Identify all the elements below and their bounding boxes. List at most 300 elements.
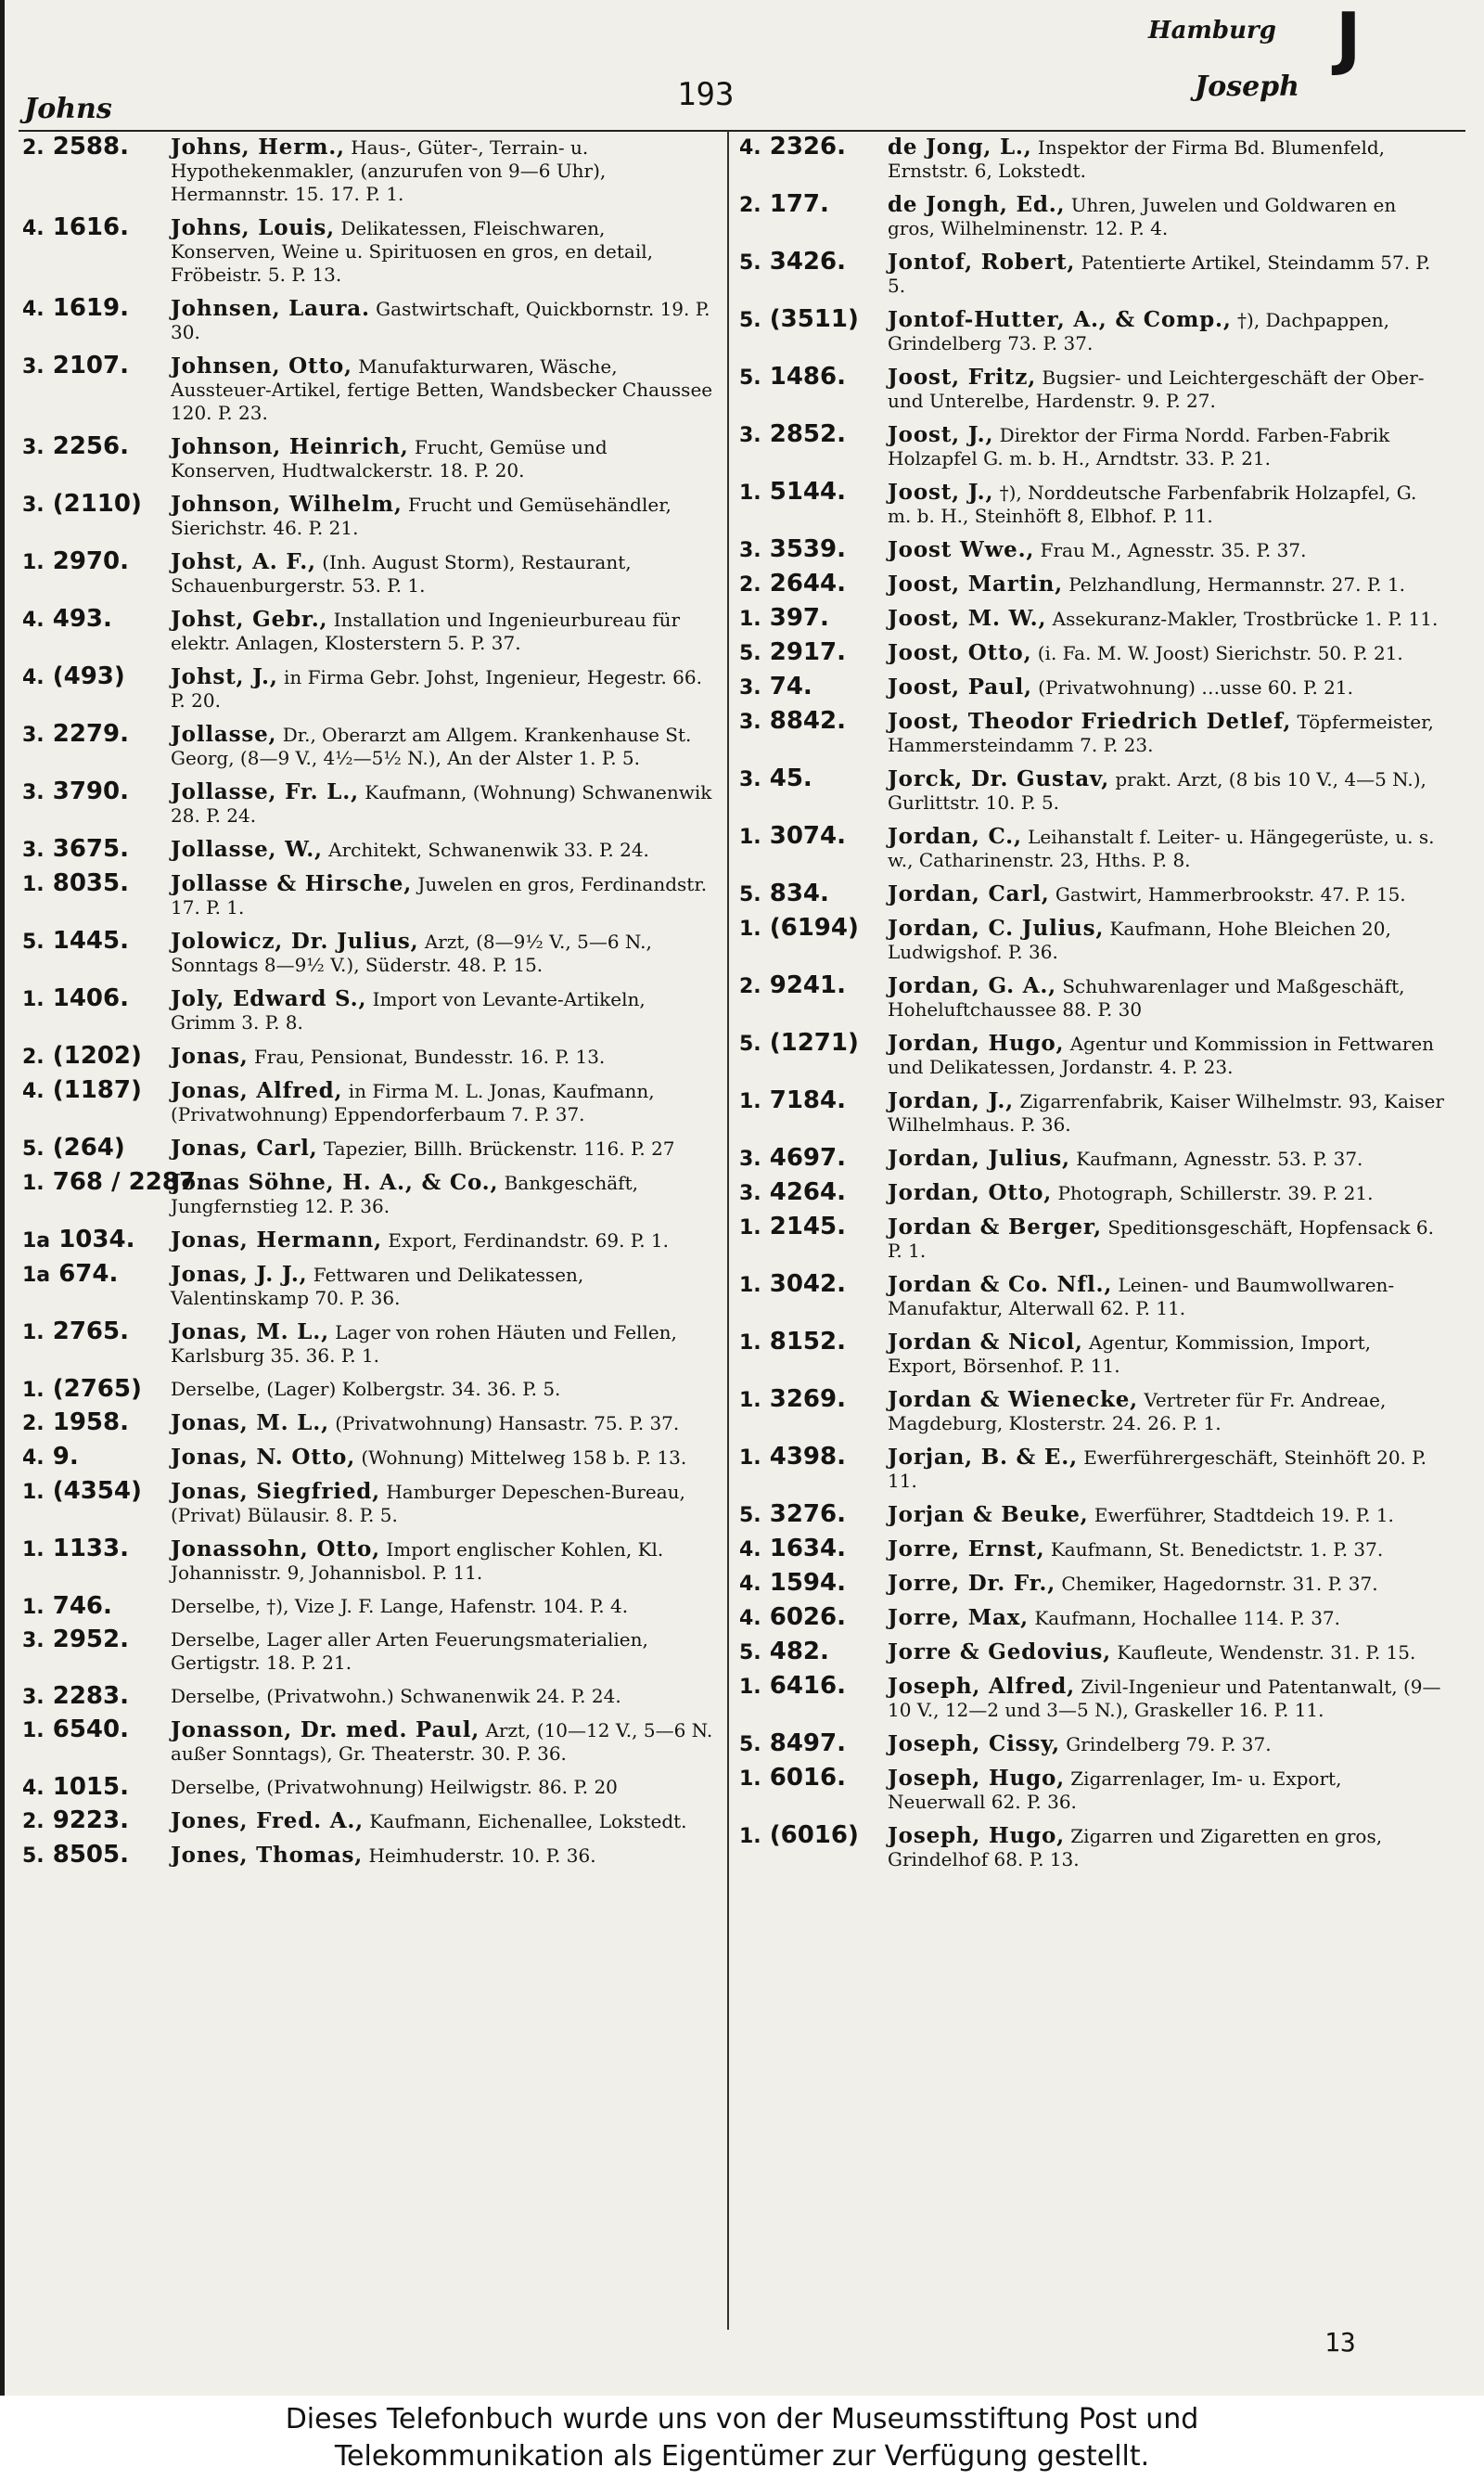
- directory-entry: [22, 1537, 713, 1585]
- phone-number: [739, 1443, 888, 1471]
- line-number: 5144.: [769, 478, 846, 506]
- subscriber-name: Jontof-Hutter, A., & Comp.,: [888, 307, 1232, 332]
- phone-number: [739, 1270, 888, 1298]
- entry-details: Juwelen en gros, Ferdinandstr. 17. P. 1.: [171, 873, 708, 919]
- line-number: 482.: [769, 1638, 829, 1665]
- directory-entry: [739, 914, 1444, 964]
- subscriber-name: Joost, J.,: [888, 422, 994, 447]
- phone-number: [739, 1729, 888, 1757]
- exchange-number: 1.: [22, 988, 45, 1011]
- phone-number: [22, 1477, 171, 1505]
- header-city: Hamburg: [1148, 17, 1276, 45]
- phone-number: [22, 135, 171, 160]
- directory-entry: [739, 1603, 1444, 1631]
- directory-entry: [22, 490, 713, 540]
- entry-details: Vertreter für Fr. Andreae, Magdeburg, Klosterstr. 24. 26. P. 1.: [888, 1389, 1387, 1434]
- subscriber-name: Jontof, Robert,: [888, 250, 1076, 275]
- entry-details: Zigarrenlager, Im- u. Export, Neuerwall 62. P. 36.: [888, 1767, 1342, 1813]
- subscriber-name: Joseph, Hugo,: [888, 1766, 1065, 1791]
- exchange-number: 1.: [22, 873, 45, 896]
- exchange-number: 5.: [739, 1641, 761, 1664]
- subscriber-name: Joseph, Hugo,: [888, 1823, 1065, 1848]
- directory-entry: [739, 971, 1444, 1022]
- line-number: 3074.: [769, 822, 846, 850]
- exchange-number: 5.: [739, 1033, 761, 1056]
- entry-details: †), Dachpappen, Grindelberg 73. P. 37.: [888, 309, 1389, 354]
- entry-details: Photograph, Schillerstr. 39. P. 21.: [1057, 1182, 1374, 1204]
- line-number: 1958.: [52, 1408, 129, 1436]
- entry-details: Delikatessen, Fleischwaren, Konserven, Weine u. Spirituosen en gros, en detail, Fröbeistr. 5. P. 13.: [171, 217, 653, 286]
- exchange-number: 4.: [22, 217, 45, 240]
- exchange-number: 1.: [739, 826, 761, 849]
- exchange-number: 4.: [22, 1777, 45, 1800]
- line-number: 2852.: [769, 420, 846, 448]
- line-number: (493): [52, 662, 125, 690]
- exchange-number: 3.: [739, 424, 761, 447]
- line-number: (1187): [52, 1076, 142, 1104]
- line-number: 6026.: [769, 1603, 846, 1631]
- subscriber-name: Jollasse,: [171, 722, 277, 747]
- directory-entry: [22, 1042, 713, 1070]
- phone-number: [22, 547, 171, 575]
- entry-details: Kaufmann, Eichenallee, Lokstedt.: [369, 1810, 687, 1832]
- directory-entry: [22, 1682, 713, 1710]
- phone-number: [22, 1806, 171, 1834]
- line-number: 45.: [769, 765, 812, 792]
- line-number: 9241.: [769, 971, 846, 999]
- entry-details: (Privatwohnung) Hansastr. 75. P. 37.: [335, 1412, 680, 1434]
- phone-number: [739, 1569, 888, 1597]
- phone-number: [739, 675, 888, 700]
- exchange-number: 2.: [739, 194, 761, 217]
- exchange-number: 1.: [22, 1172, 45, 1195]
- exchange-number: 3.: [22, 724, 45, 747]
- exchange-number: 1.: [739, 1825, 761, 1848]
- phone-number: [739, 1029, 888, 1057]
- entry-details: (Inh. August Storm), Restaurant, Schauenburgerstr. 53. P. 1.: [171, 551, 632, 597]
- phone-number: [739, 971, 888, 999]
- subscriber-name: Joost, Martin,: [888, 572, 1063, 597]
- directory-entry: [739, 1821, 1444, 1871]
- line-number: (3511): [769, 305, 859, 333]
- phone-number: [739, 305, 888, 333]
- subscriber-name: Jones, Thomas,: [171, 1843, 364, 1868]
- entry-details: Derselbe, (Lager) Kolbergstr. 34. 36. P. 5.: [171, 1378, 561, 1400]
- subscriber-name: Johst, J.,: [171, 664, 278, 689]
- subscriber-name: Jonas Söhne, H. A., & Co.,: [171, 1170, 499, 1195]
- exchange-number: 1.: [739, 1274, 761, 1297]
- header-left-keyword: Johns: [24, 93, 112, 125]
- subscriber-name: Jordan, Hugo,: [888, 1031, 1065, 1056]
- line-number: 2283.: [52, 1682, 129, 1710]
- subscriber-name: Jordan, C.,: [888, 824, 1022, 849]
- line-number: 1486.: [769, 363, 846, 391]
- entry-details: Agentur, Kommission, Import, Export, Börsenhof. P. 11.: [888, 1331, 1372, 1377]
- exchange-number: 3.: [22, 436, 45, 459]
- subscriber-name: Jordan, G. A.,: [888, 973, 1056, 998]
- phone-number: [22, 1168, 205, 1196]
- subscriber-name: Jordan, C. Julius,: [888, 916, 1105, 941]
- line-number: 7184.: [769, 1086, 846, 1114]
- column-divider: [727, 131, 729, 2330]
- line-number: 768 / 2287.: [52, 1168, 205, 1196]
- exchange-number: 3.: [739, 676, 761, 700]
- subscriber-name: Jorre, Ernst,: [888, 1536, 1045, 1561]
- phone-number: [22, 927, 171, 955]
- subscriber-name: de Jongh, Ed.,: [888, 192, 1066, 217]
- subscriber-name: Joseph, Alfred,: [888, 1674, 1075, 1699]
- directory-entry: [739, 767, 1444, 815]
- entry-details: (Privatwohnung) …usse 60. P. 21.: [1038, 676, 1353, 699]
- entry-details: (i. Fa. M. W. Joost) Sierichstr. 50. P. 21.: [1037, 642, 1403, 664]
- line-number: 1034.: [58, 1226, 135, 1253]
- subscriber-name: Jonas, Hermann,: [171, 1227, 382, 1253]
- phone-number: [22, 1715, 171, 1743]
- line-number: 9.: [52, 1443, 79, 1471]
- phone-number: [739, 1385, 888, 1413]
- exchange-number: 2.: [22, 136, 45, 160]
- thumb-index-letter: J: [1336, 0, 1362, 78]
- entry-details: Bugsier- und Leichtergeschäft der Ober- und Unterelbe, Hardenstr. 9. P. 27.: [888, 366, 1425, 412]
- directory-entry: [739, 604, 1444, 632]
- entry-details: Arzt, (10—12 V., 5—6 N. außer Sonntags), Gr. Theaterstr. 30. P. 36.: [171, 1719, 713, 1765]
- entry-details: Kaufmann, Agnesstr. 53. P. 37.: [1076, 1148, 1363, 1170]
- entry-details: Derselbe, (Privatwohn.) Schwanenwik 24. P. 24.: [171, 1685, 621, 1707]
- line-number: 2256.: [52, 432, 129, 460]
- phone-number: [739, 535, 888, 563]
- entry-details: Frucht und Gemüsehändler, Sierichstr. 46. P. 21.: [171, 494, 672, 539]
- phone-number: [22, 354, 171, 379]
- line-number: 2952.: [52, 1625, 129, 1653]
- entry-details: Chemiker, Hagedornstr. 31. P. 37.: [1061, 1573, 1378, 1595]
- phone-number: [739, 1764, 888, 1792]
- phone-number: [739, 1500, 888, 1528]
- directory-entry: [739, 707, 1444, 757]
- directory-entry: [22, 1375, 713, 1403]
- page-edge: [0, 0, 5, 2396]
- exchange-number: 5.: [739, 883, 761, 906]
- directory-entry: [22, 984, 713, 1034]
- phone-number: [22, 1537, 171, 1561]
- entry-details: Schuhwarenlager und Maßgeschäft, Hoheluftchaussee 88. P. 30: [888, 975, 1405, 1021]
- phone-number: [739, 190, 888, 218]
- directory-entry: [22, 1408, 713, 1436]
- directory-entry: [739, 572, 1444, 597]
- phone-number: [739, 478, 888, 506]
- directory-entry: [22, 777, 713, 828]
- entry-details: Frau M., Agnesstr. 35. P. 37.: [1040, 539, 1307, 561]
- directory-entry: [739, 248, 1444, 298]
- directory-entry: [22, 1841, 713, 1869]
- exchange-number: 5.: [739, 1504, 761, 1527]
- phone-number: [739, 1086, 888, 1114]
- phone-number: [22, 720, 171, 748]
- subscriber-name: Jonas, N. Otto,: [171, 1445, 356, 1470]
- phone-number: [22, 490, 171, 518]
- subscriber-name: Jordan & Co. Nfl.,: [888, 1272, 1113, 1297]
- directory-entry: [22, 720, 713, 770]
- entry-details: Import von Levante-Artikeln, Grimm 3. P. 8.: [171, 988, 646, 1034]
- header-page-number: 193: [677, 76, 735, 113]
- entry-details: Grindelberg 79. P. 37.: [1066, 1733, 1272, 1755]
- line-number: 1015.: [52, 1773, 129, 1801]
- subscriber-name: Johnson, Wilhelm,: [171, 492, 403, 517]
- line-number: (6016): [769, 1821, 859, 1849]
- directory-entry: [22, 927, 713, 977]
- line-number: 493.: [52, 605, 112, 633]
- entry-details: Pelzhandlung, Hermannstr. 27. P. 1.: [1068, 573, 1406, 596]
- subscriber-name: Johnson, Heinrich,: [171, 434, 409, 459]
- line-number: 2145.: [769, 1213, 846, 1240]
- phone-number: [22, 1260, 171, 1288]
- directory-entry: [739, 882, 1444, 906]
- exchange-number: 1.: [739, 1767, 761, 1791]
- directory-entry: [739, 1443, 1444, 1493]
- phone-number: [739, 420, 888, 448]
- exchange-number: 1.: [22, 1481, 45, 1504]
- directory-entry: [22, 1592, 713, 1620]
- entry-details: Töpfermeister, Hammersteindamm 7. P. 23.: [888, 711, 1434, 756]
- exchange-number: 2.: [739, 975, 761, 998]
- line-number: 4264.: [769, 1178, 846, 1206]
- phone-number: [22, 1134, 171, 1162]
- line-number: 2588.: [52, 133, 129, 161]
- exchange-number: 4.: [22, 298, 45, 321]
- line-number: 8152.: [769, 1328, 846, 1356]
- phone-number: [22, 1443, 171, 1471]
- directory-entry: [739, 675, 1444, 700]
- phone-number: [739, 822, 888, 850]
- exchange-number: 5.: [739, 251, 761, 275]
- line-number: 2970.: [52, 547, 129, 575]
- phone-number: [22, 1773, 171, 1801]
- directory-entry: [22, 835, 713, 863]
- line-number: 1133.: [52, 1535, 129, 1562]
- exchange-number: 1.: [22, 1538, 45, 1561]
- directory-entry: [739, 1672, 1444, 1722]
- phone-number: [22, 1408, 171, 1436]
- line-number: 3276.: [769, 1500, 846, 1528]
- entry-details: (Wohnung) Mittelweg 158 b. P. 13.: [361, 1446, 687, 1469]
- subscriber-name: Jonas, Siegfried,: [171, 1479, 380, 1504]
- line-number: 9223.: [52, 1806, 129, 1834]
- phone-number: [739, 1603, 888, 1631]
- subscriber-name: Jorck, Dr. Gustav,: [888, 766, 1109, 791]
- entry-details: Leihanstalt f. Leiter- u. Hängegerüste, u. s. w., Catharinenstr. 23, Hths. P. 8.: [888, 826, 1435, 871]
- entry-details: Haus-, Güter-, Terrain- u. Hypothekenmakler, (anzurufen von 9—6 Uhr), Hermannstr. 15. 17. P. 1.: [171, 136, 607, 205]
- line-number: 6016.: [769, 1764, 846, 1792]
- line-number: 8035.: [52, 869, 129, 897]
- phone-number: [739, 1215, 888, 1240]
- entry-details: †), Norddeutsche Farbenfabrik Holzapfel, G. m. b. H., Steinhöft 8, Elbhof. P. 11.: [888, 482, 1417, 527]
- exchange-number: 4.: [22, 609, 45, 632]
- line-number: 834.: [769, 880, 829, 907]
- phone-number: [22, 1841, 171, 1869]
- entry-details: Arzt, (8—9½ V., 5—6 N., Sonntags 8—9½ V.), Süderstr. 48. P. 15.: [171, 931, 652, 976]
- exchange-number: 3.: [22, 1686, 45, 1709]
- line-number: 2644.: [769, 570, 846, 598]
- exchange-number: 2.: [22, 1046, 45, 1069]
- phone-number: [22, 605, 171, 633]
- phone-number: [22, 1076, 171, 1104]
- exchange-number: 4.: [739, 1538, 761, 1561]
- directory-entry: [22, 662, 713, 713]
- line-number: (4354): [52, 1477, 142, 1505]
- directory-entry: [22, 1773, 713, 1801]
- entry-details: Ewerführer, Stadtdeich 19. P. 1.: [1094, 1504, 1394, 1526]
- line-number: 674.: [58, 1260, 119, 1288]
- exchange-number: 1.: [739, 1216, 761, 1240]
- subscriber-name: Johns, Louis,: [171, 215, 335, 240]
- phone-number: [739, 767, 888, 791]
- subscriber-name: Joost, Paul,: [888, 675, 1032, 700]
- exchange-number: 4.: [739, 1573, 761, 1596]
- entry-details: in Firma Gebr. Johst, Ingenieur, Hegestr. 66. P. 20.: [171, 666, 702, 712]
- subscriber-name: Jordan & Berger,: [888, 1214, 1102, 1240]
- line-number: 3269.: [769, 1385, 846, 1413]
- entry-details: Kaufmann, Hohe Bleichen 20, Ludwigshof. P. 36.: [888, 918, 1391, 963]
- entry-details: Agentur und Kommission in Fettwaren und Delikatessen, Jordanstr. 4. P. 23.: [888, 1033, 1435, 1078]
- subscriber-name: Jordan & Wienecke,: [888, 1387, 1138, 1412]
- exchange-number: 1.: [739, 1446, 761, 1470]
- directory-entry: [739, 822, 1444, 872]
- entry-details: Zigarren und Zigaretten en gros, Grindelhof 68. P. 13.: [888, 1825, 1383, 1870]
- subscriber-name: Joost, Otto,: [888, 640, 1032, 665]
- phone-number: [22, 984, 171, 1012]
- subscriber-name: Jonas, J. J.,: [171, 1262, 308, 1287]
- exchange-number: 1a: [22, 1264, 51, 1287]
- subscriber-name: Jorre, Max,: [888, 1605, 1029, 1630]
- entry-details: Zigarrenfabrik, Kaiser Wilhelmstr. 93, Kaiser Wilhelmhaus. P. 36.: [888, 1090, 1444, 1136]
- line-number: (2110): [52, 490, 142, 518]
- entry-details: Architekt, Schwanenwik 33. P. 24.: [328, 839, 649, 861]
- line-number: 8497.: [769, 1729, 846, 1757]
- subscriber-name: Jonas, Alfred,: [171, 1078, 343, 1103]
- exchange-number: 5.: [739, 309, 761, 332]
- directory-entry: [22, 1076, 713, 1126]
- entry-details: Ewerführergeschäft, Steinhöft 20. P. 11.: [888, 1446, 1427, 1492]
- exchange-number: 1.: [22, 551, 45, 574]
- line-number: 1594.: [769, 1569, 846, 1597]
- phone-number: [739, 1330, 888, 1355]
- directory-entry: [22, 1134, 713, 1162]
- phone-number: [739, 882, 888, 906]
- entry-details: Speditionsgeschäft, Hopfensack 6. P. 1.: [888, 1216, 1434, 1262]
- directory-entry: [22, 1443, 713, 1471]
- line-number: 6416.: [769, 1672, 846, 1700]
- subscriber-name: Jorre & Gedovius,: [888, 1639, 1111, 1664]
- directory-entry: [739, 1640, 1444, 1664]
- exchange-number: 1.: [739, 1331, 761, 1355]
- subscriber-name: Jorjan, B. & E.,: [888, 1445, 1078, 1470]
- subscriber-name: Jollasse, W.,: [171, 837, 323, 862]
- exchange-number: 4.: [22, 666, 45, 689]
- entry-details: Tapezier, Billh. Brückenstr. 116. P. 27: [323, 1137, 675, 1160]
- subscriber-name: Joost, Theodor Friedrich Detlef,: [888, 709, 1292, 734]
- exchange-number: 1.: [739, 1389, 761, 1412]
- directory-entry: [739, 1500, 1444, 1528]
- exchange-number: 3.: [739, 539, 761, 562]
- directory-entry: [739, 1215, 1444, 1263]
- entry-details: Derselbe, †), Vize J. F. Lange, Hafenstr. 104. P. 4.: [171, 1595, 629, 1617]
- exchange-number: 1.: [739, 608, 761, 631]
- phone-number: [739, 604, 888, 632]
- exchange-number: 2.: [739, 573, 761, 597]
- line-number: 3675.: [52, 835, 129, 863]
- entry-details: Dr., Oberarzt am Allgem. Krankenhause St. Georg, (8—9 V., 4½—5½ N.), An der Alster 1. P. 5.: [171, 724, 692, 769]
- exchange-number: 5.: [22, 1844, 45, 1868]
- exchange-number: 3.: [739, 1148, 761, 1171]
- line-number: 3042.: [769, 1270, 846, 1298]
- phone-number: [22, 1375, 171, 1403]
- entry-details: Kaufmann, (Wohnung) Schwanenwik 28. P. 24.: [171, 781, 712, 827]
- phone-number: [22, 1592, 171, 1620]
- exchange-number: 3.: [22, 839, 45, 862]
- subscriber-name: Joseph, Cissy,: [888, 1731, 1060, 1756]
- entry-details: prakt. Arzt, (8 bis 10 V., 4—5 N.), Gurlittstr. 10. P. 5.: [888, 768, 1426, 814]
- directory-entry: [739, 420, 1444, 470]
- directory-entry: [739, 1270, 1444, 1320]
- phone-number: [739, 1144, 888, 1172]
- directory-entry: [739, 1537, 1444, 1561]
- entry-details: Zivil-Ingenieur und Patentanwalt, (9—10 V., 12—2 und 3—5 N.), Graskeller 16. P. 11.: [888, 1676, 1441, 1721]
- directory-entry: [22, 294, 713, 344]
- line-number: 1619.: [52, 294, 129, 322]
- subscriber-name: de Jong, L.,: [888, 135, 1032, 160]
- subscriber-name: Jonassohn, Otto,: [171, 1536, 380, 1561]
- exchange-number: 4.: [22, 1446, 45, 1470]
- line-number: 3790.: [52, 777, 129, 805]
- exchange-number: 5.: [739, 366, 761, 390]
- line-number: 74.: [769, 673, 812, 700]
- directory-entry: [22, 135, 713, 206]
- entry-details: Manufakturwaren, Wäsche, Aussteuer-Artikel, fertige Betten, Wandsbecker Chaussee 120. P. 23.: [171, 355, 713, 424]
- directory-entry: [739, 190, 1444, 240]
- exchange-number: 3.: [22, 494, 45, 517]
- directory-entry: [22, 354, 713, 425]
- directory-entry: [739, 1029, 1444, 1079]
- directory-entry: [739, 535, 1444, 563]
- phone-number: [22, 1317, 171, 1345]
- exchange-number: 1.: [739, 1676, 761, 1699]
- exchange-number: 3.: [739, 768, 761, 791]
- phone-number: [739, 707, 888, 735]
- line-number: (1202): [52, 1042, 142, 1070]
- entry-details: Inspektor der Firma Bd. Blumenfeld, Ernststr. 6, Lokstedt.: [888, 136, 1386, 182]
- directory-entry: [22, 213, 713, 287]
- directory-entry: [22, 1260, 713, 1310]
- directory-entry: [22, 605, 713, 655]
- entry-details: Patentierte Artikel, Steindamm 57. P. 5.: [888, 251, 1431, 297]
- entry-details: Uhren, Juwelen und Goldwaren en gros, Wilhelminenstr. 12. P. 4.: [888, 194, 1397, 239]
- subscriber-name: Jonas, Carl,: [171, 1136, 318, 1161]
- entry-details: Derselbe, (Privatwohnung) Heilwigstr. 86. P. 20: [171, 1776, 618, 1798]
- subscriber-name: Johnsen, Otto,: [171, 353, 352, 379]
- phone-number: [22, 869, 171, 897]
- entry-details: Kaufmann, St. Benedictstr. 1. P. 37.: [1050, 1538, 1384, 1561]
- exchange-number: 1.: [739, 482, 761, 505]
- exchange-number: 5.: [739, 642, 761, 665]
- footer-line-2: Telekommunikation als Eigentümer zur Verfügung gestellt.: [334, 2440, 1150, 2473]
- line-number: 8842.: [769, 707, 846, 735]
- line-number: 4697.: [769, 1144, 846, 1172]
- directory-entry: [739, 478, 1444, 528]
- directory-entry: [739, 638, 1444, 666]
- line-number: 1616.: [52, 213, 129, 241]
- entry-details: Import englischer Kohlen, Kl. Johannisstr. 9, Johannisbol. P. 11.: [171, 1538, 664, 1584]
- directory-entry: [22, 869, 713, 919]
- line-number: (2765): [52, 1375, 142, 1403]
